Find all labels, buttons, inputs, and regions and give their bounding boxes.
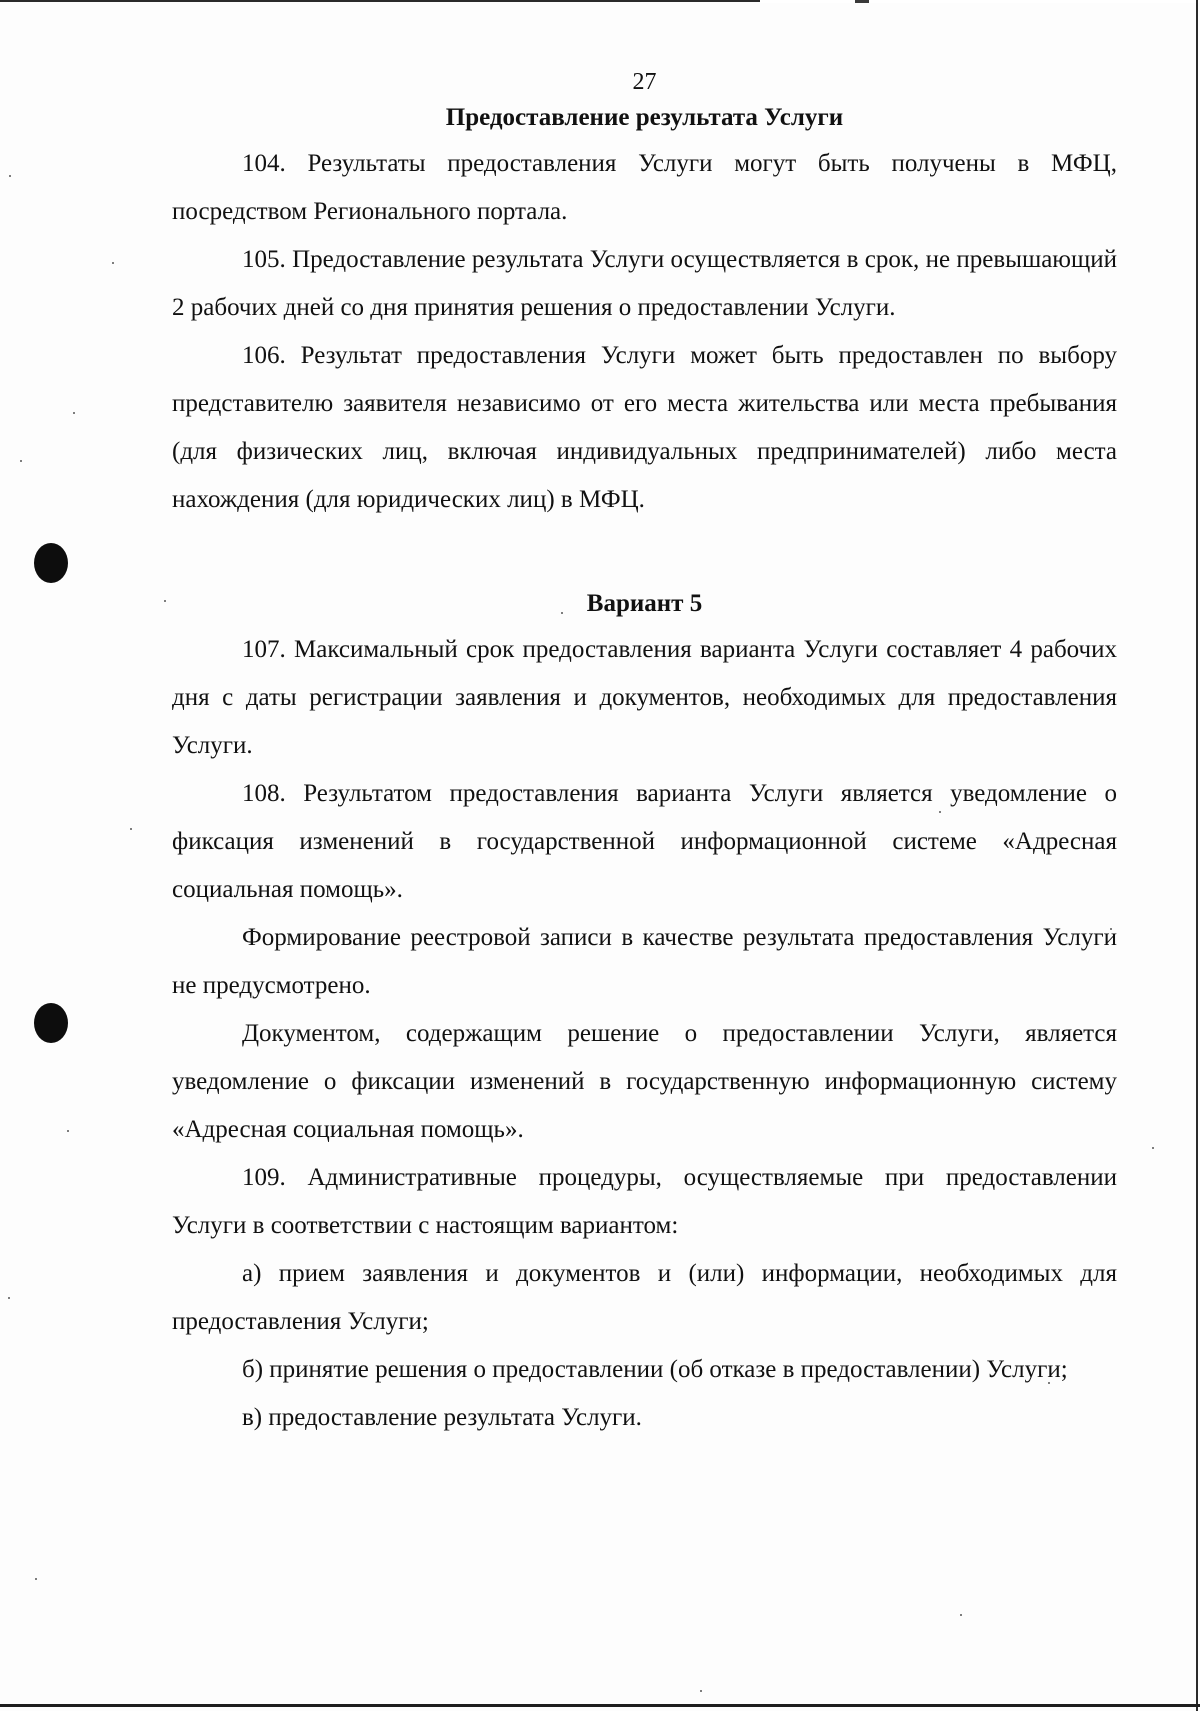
scan-speck xyxy=(1152,1147,1154,1149)
variant-heading: Вариант 5 xyxy=(586,590,703,617)
scan-speck xyxy=(960,1614,962,1616)
paragraph-108: 108. Результатом предоставления варианта Услуги является уведомление о фиксация изменений в государственной информационной системе «Адресная социальная помощь». xyxy=(172,780,1117,903)
punch-hole-upper xyxy=(34,543,68,583)
paragraph-104: 104. Результаты предоставления Услуги могут быть получены в МФЦ, посредством Регионального портала. xyxy=(172,150,1117,225)
scan-top-edge-mark xyxy=(855,0,869,3)
scan-speck xyxy=(112,262,114,264)
scan-bottom-edge xyxy=(0,1704,1200,1707)
scan-speck xyxy=(20,460,22,462)
scan-right-edge xyxy=(1196,0,1198,1711)
paragraph-decision-document: Документом, содержащим решение о предоставлении Услуги, является уведомление о фиксации изменений в государственную информационную систему «Адресная социальная помощь». xyxy=(172,1020,1117,1143)
section-heading: Предоставление результата Услуги xyxy=(445,104,844,131)
punch-hole-lower xyxy=(34,1003,68,1043)
list-item-a: а) прием заявления и документов и (или) информации, необходимых для предоставления Услуги; xyxy=(172,1260,1117,1335)
list-item-b: б) принятие решения о предоставлении (об отказе в предоставлении) Услуги; xyxy=(242,1356,1068,1383)
scan-top-edge-gap xyxy=(760,0,1200,3)
paragraph-106: 106. Результат предоставления Услуги может быть предоставлен по выбору представителю заявителя независимо от его места жительства или места пребывания (для физических лиц, включая индивидуальных предпринимателей) либо места нахождения (для юридических лиц) в МФЦ. xyxy=(172,342,1117,513)
paragraph-109: 109. Административные процедуры, осуществляемые при предоставлении Услуги в соответствии с настоящим вариантом: xyxy=(172,1164,1117,1239)
scan-speck xyxy=(700,1690,702,1692)
list-item-c: в) предоставление результата Услуги. xyxy=(242,1404,642,1431)
page-number: 27 xyxy=(632,69,657,95)
scan-speck xyxy=(164,600,166,602)
scan-speck xyxy=(35,1578,37,1580)
scan-speck xyxy=(8,1297,10,1299)
scan-speck xyxy=(67,1130,69,1132)
scan-speck xyxy=(130,828,132,830)
paragraph-registry-record: Формирование реестровой записи в качестве результата предоставления Услуги не предусмотрено. xyxy=(172,924,1117,999)
scan-speck xyxy=(73,412,75,414)
paragraph-107: 107. Максимальный срок предоставления варианта Услуги составляет 4 рабочих дня с даты регистрации заявления и документов, необходимых для предоставления Услуги. xyxy=(172,636,1117,759)
paragraph-105: 105. Предоставление результата Услуги осуществляется в срок, не превышающий 2 рабочих дней со дня принятия решения о предоставлении Услуги. xyxy=(172,246,1117,321)
scan-speck xyxy=(9,175,11,177)
document-body xyxy=(172,64,1117,1442)
